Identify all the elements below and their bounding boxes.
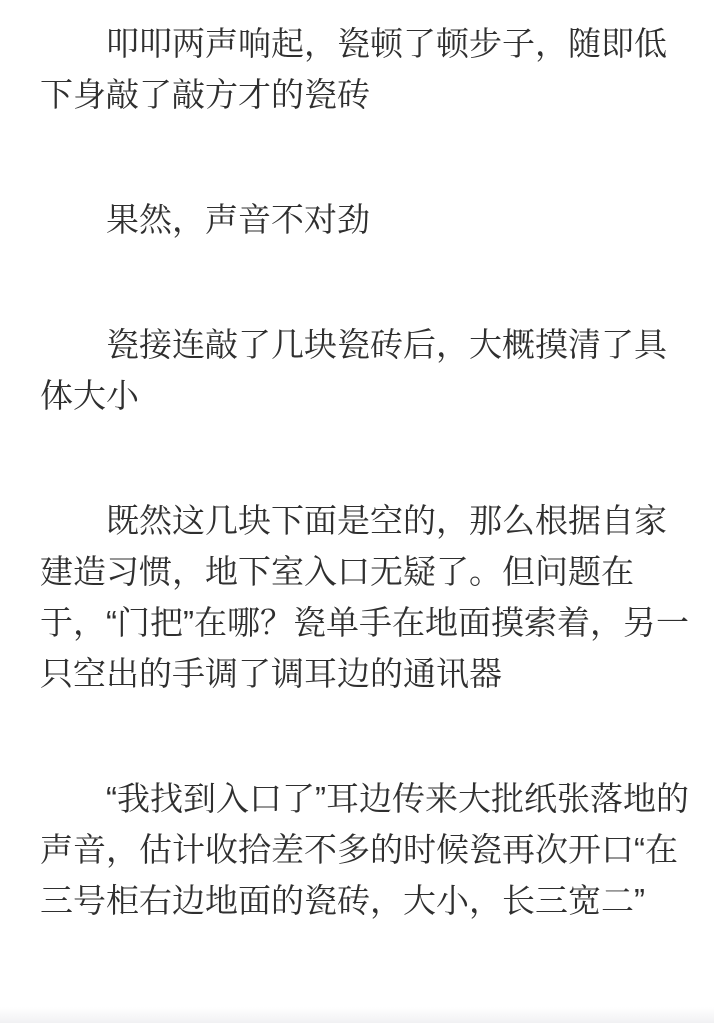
paragraph: 叩叩两声响起，瓷顿了顿步子，随即低下身敲了敲方才的瓷砖 xyxy=(40,25,667,113)
paragraph: 果然，声音不对劲 xyxy=(106,201,370,238)
paragraph: 既然这几块下面是空的，那么根据自家建造习惯，地下室入口无疑了。但问题在于，“门把”在哪？瓷单手在地面摸索着，另一只空出的手调了调耳边的通讯器 xyxy=(40,502,689,692)
paragraph: “我找到入口了”耳边传来大批纸张落地的声音，估计收拾差不多的时候瓷再次开口“在三号柜右边地面的瓷砖，大小，长三宽二” xyxy=(40,780,689,919)
paragraph: 瓷接连敲了几块瓷砖后，大概摸清了具体大小 xyxy=(40,326,667,414)
bottom-edge-shadow xyxy=(0,1007,714,1023)
